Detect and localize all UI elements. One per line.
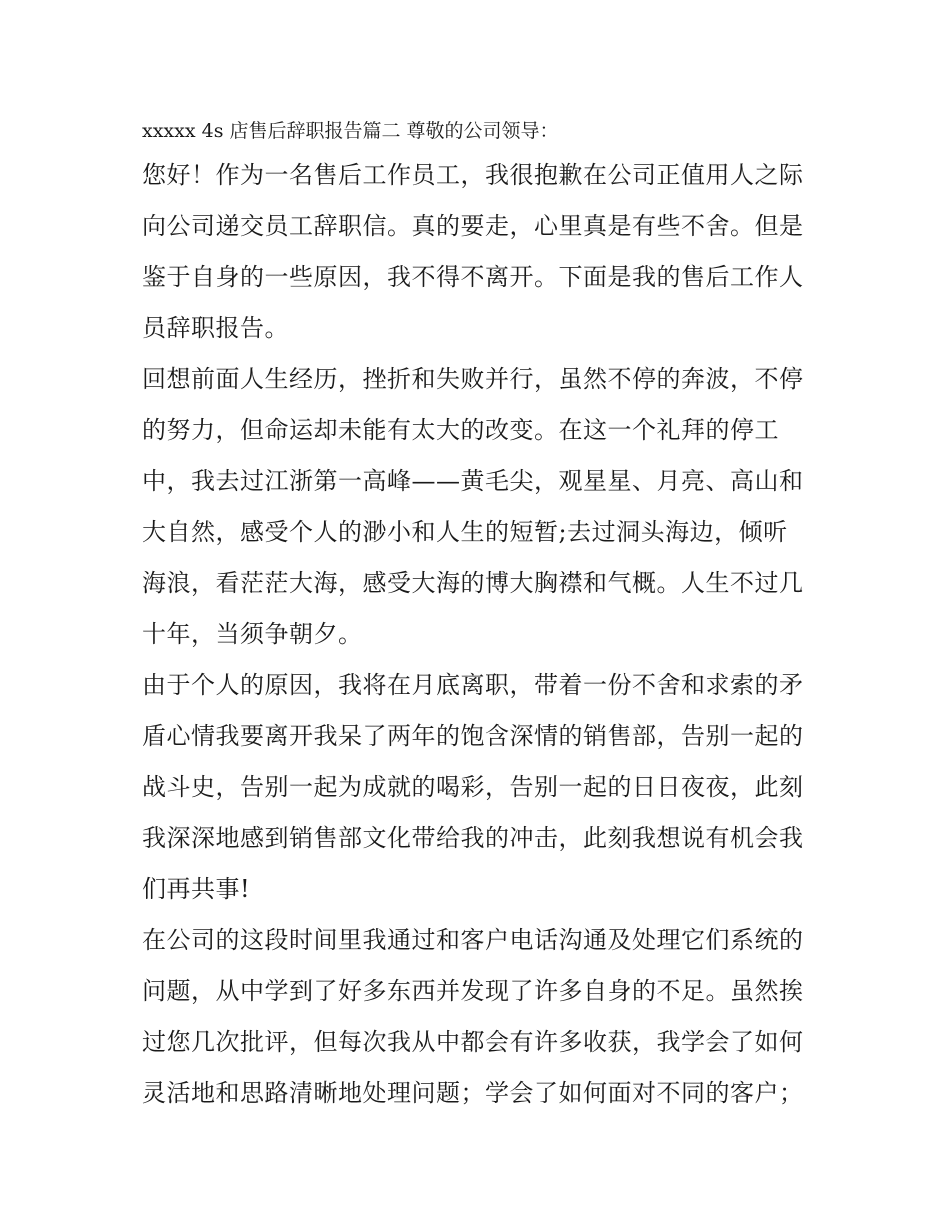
text-line: 向公司递交员工辞职信。真的要走，心里真是有些不舍。但是: [142, 212, 804, 240]
text-line: 盾心情我要离开我呆了两年的饱含深情的销售部，告别一起的: [142, 722, 804, 750]
text-line: 在公司的这段时间里我通过和客户电话沟通及处理它们系统的: [142, 926, 804, 954]
text-line: 的努力，但命运却未能有太大的改变。在这一个礼拜的停工: [142, 416, 779, 444]
text-line: 海浪，看茫茫大海，感受大海的博大胸襟和气概。人生不过几: [142, 569, 804, 597]
text-line: 们再共事!: [142, 875, 251, 903]
text-line: 由于个人的原因，我将在月底离职，带着一份不舍和求索的矛: [142, 671, 804, 699]
text-line: 灵活地和思路清晰地处理问题；学会了如何面对不同的客户；: [142, 1079, 804, 1107]
text-line: 十年，当须争朝夕。: [142, 620, 363, 648]
text-line: 鉴于自身的一些原因，我不得不离开。下面是我的售后工作人: [142, 263, 804, 291]
text-line: 大自然，感受个人的渺小和人生的短暂;去过洞头海边，倾听: [142, 518, 788, 546]
text-line: 回想前面人生经历，挫折和失败并行，虽然不停的奔波，不停: [142, 365, 804, 393]
text-line: 中，我去过江浙第一高峰——黄毛尖，观星星、月亮、高山和: [142, 467, 804, 495]
text-line: 过您几次批评，但每次我从中都会有许多收获，我学会了如何: [142, 1028, 804, 1056]
text-line: 问题，从中学到了好多东西并发现了许多自身的不足。虽然挨: [142, 977, 804, 1005]
text-line: 战斗史，告别一起为成就的喝彩，告别一起的日日夜夜，此刻: [142, 773, 804, 801]
text-line: 员辞职报告。: [142, 314, 289, 342]
document-heading: xxxxx 4s 店售后辞职报告篇二 尊敬的公司领导：: [142, 120, 559, 142]
text-line: 我深深地感到销售部文化带给我的冲击，此刻我想说有机会我: [142, 824, 804, 852]
text-line: 您好！作为一名售后工作员工，我很抱歉在公司正值用人之际: [142, 161, 804, 189]
document-body: [142, 112, 822, 1119]
